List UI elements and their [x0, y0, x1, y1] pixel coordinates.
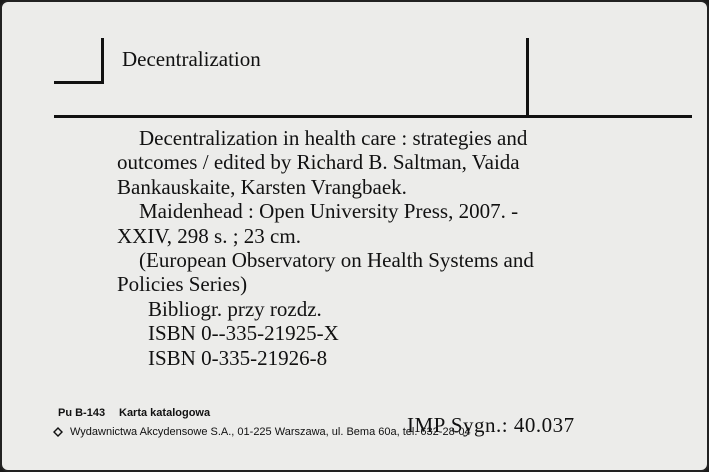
corner-mark-vertical — [101, 38, 104, 84]
publisher-text: Wydawnictwa Akcydensowe S.A., 01-225 Warszawa, ul. Bema 60a, tel. 632-28-04 — [70, 426, 471, 438]
heading-divider — [526, 38, 529, 117]
bibliographic-entry — [117, 126, 592, 370]
series-line-1: (European Observatory on Health Systems and — [139, 248, 534, 273]
title-line-3: Bankauskaite, Karsten Vrangbaek. — [117, 174, 407, 199]
corner-mark-horizontal — [54, 81, 104, 84]
form-title: Karta katalogowa — [119, 407, 211, 419]
horizontal-rule — [54, 115, 692, 118]
isbn-2: ISBN 0-335-21926-8 — [148, 345, 328, 370]
imprint-line-1: Maidenhead : Open University Press, 2007. - — [139, 199, 519, 224]
form-code: Pu B-143 — [58, 407, 106, 419]
isbn-1: ISBN 0--335-21925-X — [148, 321, 339, 346]
title-line-1: Decentralization in health care : strategies and — [139, 126, 528, 150]
title-line-2: outcomes / edited by Richard B. Saltman, Vaida — [117, 150, 520, 175]
subject-heading: Decentralization — [122, 47, 261, 71]
series-line-2: Policies Series) — [117, 272, 248, 297]
publisher-logo-icon — [52, 426, 64, 438]
imprint-line-2: XXIV, 298 s. ; 23 cm. — [117, 223, 301, 248]
shelfmark: IMP Sygn.: 40.037 — [407, 413, 575, 437]
note-bibliography: Bibliogr. przy rozdz. — [148, 296, 322, 321]
